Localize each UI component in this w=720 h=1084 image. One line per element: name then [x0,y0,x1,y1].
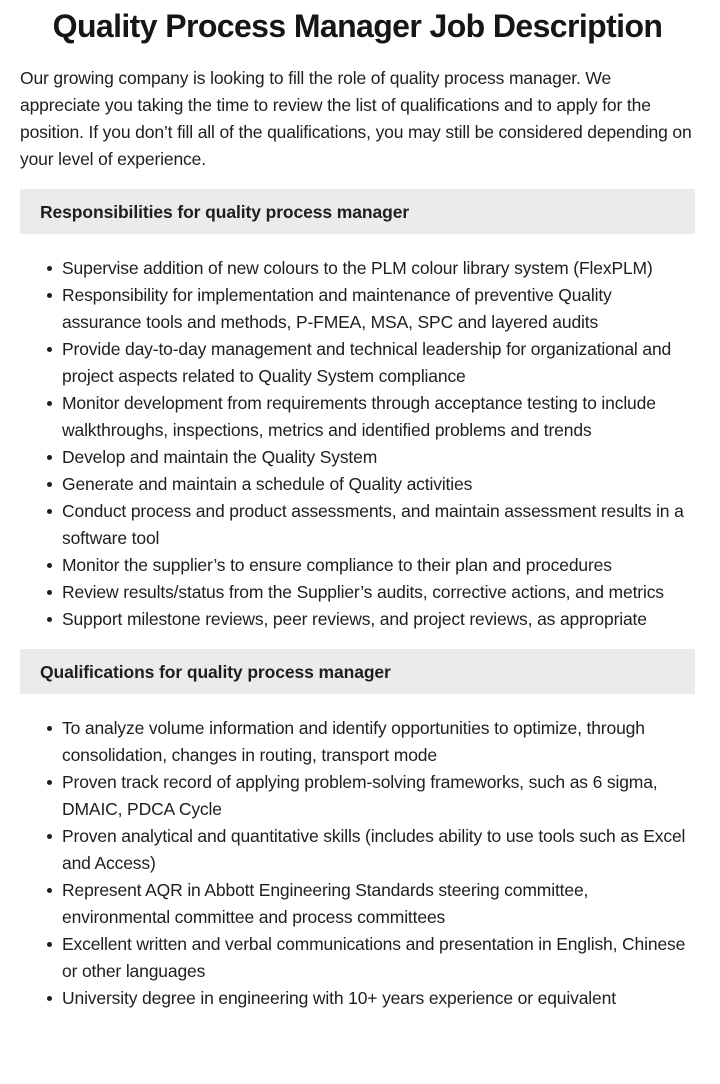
list-item: Review results/status from the Supplier’s audits, corrective actions, and metrics [20,579,695,606]
list-item: Proven analytical and quantitative skills (includes ability to use tools such as Excel and Access) [20,823,695,877]
list-item: Supervise addition of new colours to the PLM colour library system (FlexPLM) [20,255,695,282]
list-item: Conduct process and product assessments, and maintain assessment results in a software tool [20,498,695,552]
list-item: Support milestone reviews, peer reviews, and project reviews, as appropriate [20,606,695,633]
list-item: Represent AQR in Abbott Engineering Standards steering committee, environmental committee and process committees [20,877,695,931]
section-heading-responsibilities: Responsibilities for quality process manager [20,189,695,234]
section-responsibilities [20,189,695,633]
list-item: Proven track record of applying problem-solving frameworks, such as 6 sigma, DMAIC, PDCA Cycle [20,769,695,823]
list-item: University degree in engineering with 10+ years experience or equivalent [20,985,695,1012]
list-item: To analyze volume information and identify opportunities to optimize, through consolidation, changes in routing, transport mode [20,715,695,769]
responsibilities-list [20,255,695,633]
list-item: Generate and maintain a schedule of Quality activities [20,471,695,498]
list-item: Provide day-to-day management and technical leadership for organizational and project aspects related to Quality System compliance [20,336,695,390]
list-item: Responsibility for implementation and maintenance of preventive Quality assurance tools and methods, P-FMEA, MSA, SPC and layered audits [20,282,695,336]
list-item: Monitor the supplier’s to ensure compliance to their plan and procedures [20,552,695,579]
page-title: Quality Process Manager Job Description [52,8,663,44]
list-item: Monitor development from requirements through acceptance testing to include walkthroughs, inspections, metrics and identified problems and trends [20,390,695,444]
intro-paragraph: Our growing company is looking to fill the role of quality process manager. We appreciate you taking the time to review the list of qualifications and to apply for the position. If you don’t fill all of the qualifications, you may still be considered depending on your level of experience. [20,68,692,169]
list-item: Excellent written and verbal communications and presentation in English, Chinese or other languages [20,931,695,985]
section-heading-qualifications: Qualifications for quality process manager [20,649,695,694]
section-qualifications [20,649,695,1012]
qualifications-list [20,715,695,1012]
list-item: Develop and maintain the Quality System [20,444,695,471]
